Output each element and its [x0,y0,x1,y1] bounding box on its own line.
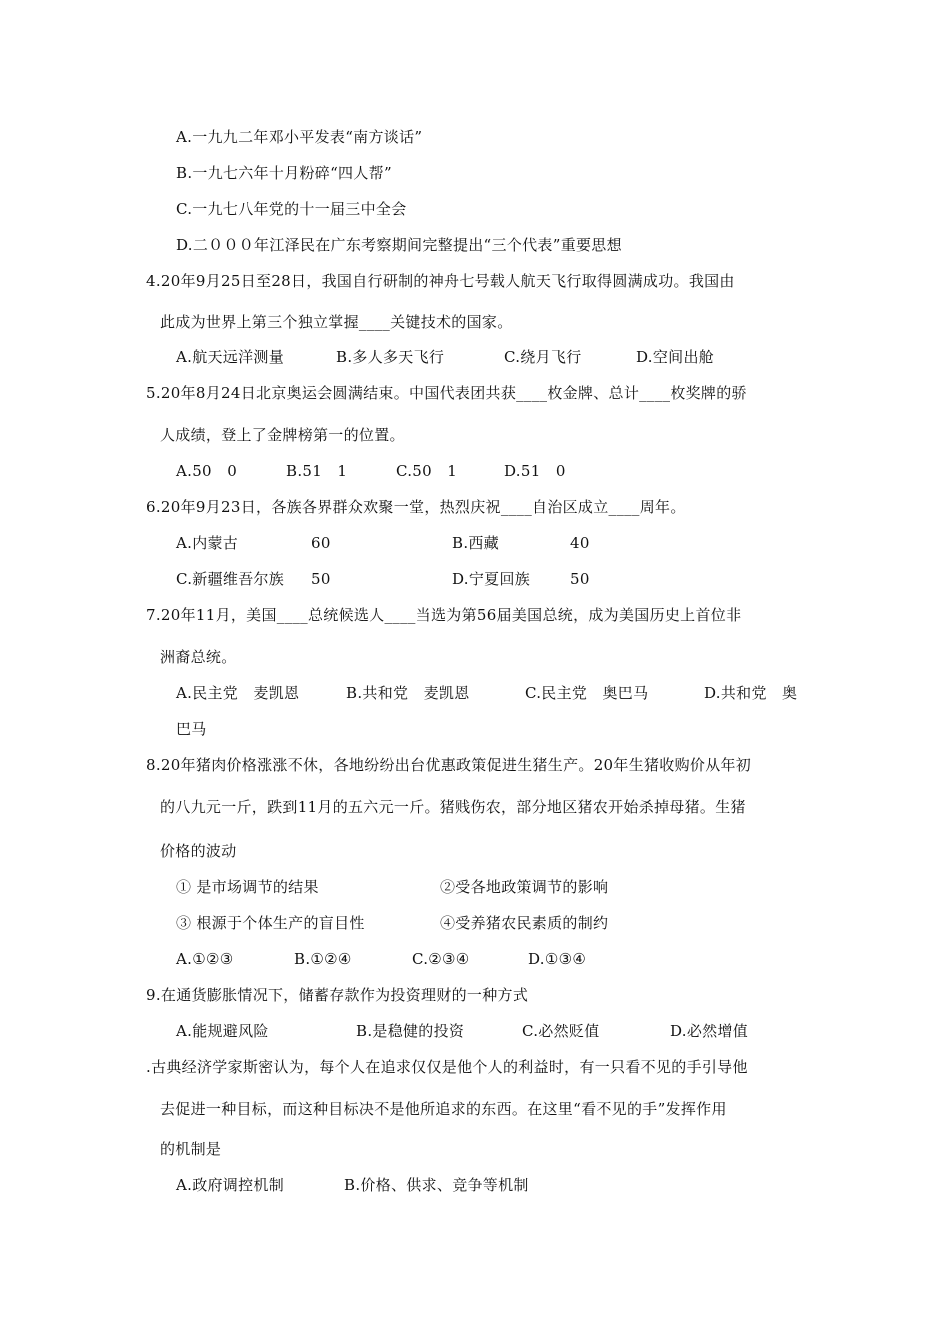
q9-option-d: D.必然增值 [670,1022,749,1040]
q10-stem-line2: 去促进一种目标，而这种目标决不是他所追求的东西。在这里“看不见的手”发挥作用 [160,1100,727,1118]
q7-stem-line2: 洲裔总统。 [160,648,237,666]
q10-option-b: B.价格、供求、竞争等机制 [344,1176,529,1194]
q4-stem-line1: 4.20年9月25日至28日，我国自行研制的神舟七号载人航天飞行取得圆满成功。我国由 [146,272,735,290]
q7-option-d: D.共和党 奥 [704,684,798,702]
q6-option-d: D.宁夏回族 [452,570,531,588]
q6-stem-line1: 6.20年9月23日，各族各界群众欢聚一堂，热烈庆祝____自治区成立____周年。 [146,498,686,516]
q5-option-d: D.51 0 [504,462,566,480]
q3-option-c: C.一九七八年党的十一届三中全会 [176,200,407,218]
q8-stem-line1: 8.20年猪肉价格涨涨不休，各地纷纷出台优惠政策促进生猪生产。20年生猪收购价从年初 [146,756,752,774]
q5-option-c: C.50 1 [396,462,458,480]
q8-statement-2: ②受各地政策调节的影响 [440,878,609,896]
q6-option-a-number: 60 [311,534,331,552]
q6-option-b-number: 40 [570,534,590,552]
q3-option-a: A.一九九二年邓小平发表“南方谈话” [176,128,423,146]
q8-statement-1: ① 是市场调节的结果 [176,878,319,896]
q7-option-d-continued: 巴马 [176,720,207,738]
q8-statement-4: ④受养猪农民素质的制约 [440,914,609,932]
q9-stem-line1: 9.在通货膨胀情况下，储蓄存款作为投资理财的一种方式 [146,986,529,1004]
q10-option-a: A.政府调控机制 [176,1176,285,1194]
q8-option-b: B.①②④ [294,950,352,968]
q7-option-c: C.民主党 奥巴马 [525,684,649,702]
q6-option-c-number: 50 [311,570,331,588]
q9-option-b: B.是稳健的投资 [356,1022,465,1040]
q6-option-c: C.新疆维吾尔族 [176,570,285,588]
q3-option-b: B.一九七六年十月粉碎“四人帮” [176,164,392,182]
q5-stem-line1: 5.20年8月24日北京奥运会圆满结束。中国代表团共获____枚金牌、总计____枚奖牌的骄 [146,384,747,402]
q4-option-c: C.绕月飞行 [504,348,582,366]
q6-option-a: A.内蒙古 [176,534,239,552]
q5-option-a: A.50 0 [176,462,238,480]
q6-option-b: B.西藏 [452,534,499,552]
q9-option-a: A.能规避风险 [176,1022,269,1040]
q7-stem-line1: 7.20年11月，美国____总统候选人____当选为第56届美国总统，成为美国历史上首位非 [146,606,742,624]
q5-option-b: B.51 1 [286,462,348,480]
q4-option-a: A.航天远洋测量 [176,348,285,366]
q4-option-d: D.空间出舱 [636,348,715,366]
q7-option-a: A.民主党 麦凯恩 [176,684,300,702]
q8-stem-line3: 价格的波动 [160,842,237,860]
q10-stem-line1: .古典经济学家斯密认为，每个人在追求仅仅是他个人的利益时，有一只看不见的手引导他 [146,1058,748,1076]
q4-stem-line2: 此成为世界上第三个独立掌握____关键技术的国家。 [160,313,513,331]
q9-option-c: C.必然贬值 [522,1022,600,1040]
q7-option-b: B.共和党 麦凯恩 [346,684,470,702]
q4-option-b: B.多人多天飞行 [336,348,445,366]
q8-option-d: D.①③④ [528,950,587,968]
q3-option-d: D.二０００年江泽民在广东考察期间完整提出“三个代表”重要思想 [176,236,622,254]
q8-stem-line2: 的八九元一斤，跌到11月的五六元一斤。猪贱伤农，部分地区猪农开始杀掉母猪。生猪 [160,798,746,816]
q8-option-a: A.①②③ [176,950,234,968]
q6-option-d-number: 50 [570,570,590,588]
q5-stem-line2: 人成绩，登上了金牌榜第一的位置。 [160,426,405,444]
q8-statement-3: ③ 根源于个体生产的盲目性 [176,914,365,932]
q8-option-c: C.②③④ [412,950,470,968]
q10-stem-line3: 的机制是 [160,1140,222,1158]
